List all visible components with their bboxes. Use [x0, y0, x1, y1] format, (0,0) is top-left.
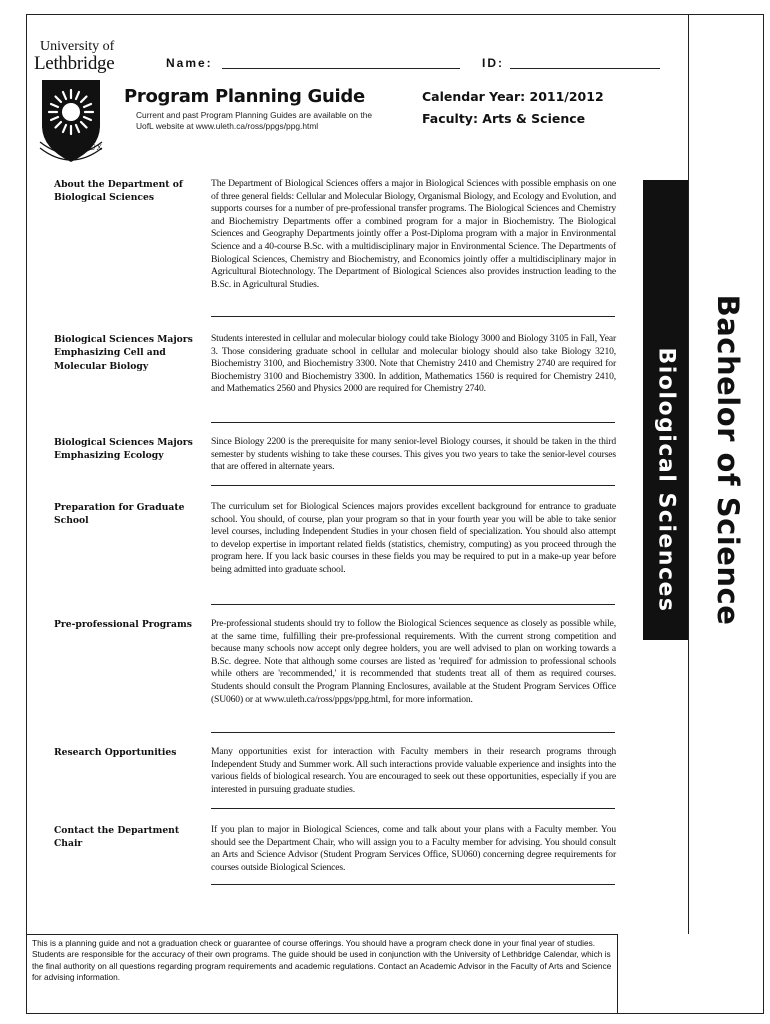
- section-heading: About the Department of Biological Sciences: [54, 179, 183, 204]
- section-body: Many opportunities exist for interaction with Faculty members in their research programs through Independent Study and Summer work. All such interactions provide valuable experience and insights into the various fields of biological research. You are encouraged to seek out these opportunities, especially if you are interested in pursuing graduate studies.: [211, 746, 616, 795]
- id-input-line[interactable]: [510, 68, 660, 69]
- section-divider: [211, 316, 615, 317]
- faculty: Faculty: Arts & Science: [422, 111, 586, 126]
- page-title: Program Planning Guide: [124, 86, 365, 107]
- right-divider: [688, 14, 689, 934]
- section-body: Students interested in cellular and molecular biology could take Biology 3000 and Biology 3105 in Fall, Year 3. Those considering graduate school in cellular and molecular biology should also take Biology 3210, Biochemistry 3100, and Biochemistry 3300. Note that Chemistry 2410 and Chemistry 2740 are required for Biochemistry 3100 and Biochemistry 3300. In addition, Mathematics 1560 is required for Chemistry 2410, and Mathematics 2560 and Physics 2000 are required for Chemistry 2740.: [211, 333, 616, 395]
- name-input-line[interactable]: [222, 68, 460, 69]
- id-label: ID:: [482, 56, 504, 70]
- section-divider: [211, 485, 615, 486]
- section-heading: Biological Sciences Majors Emphasizing Cell and Molecular Biology: [54, 334, 193, 372]
- section-divider: [211, 422, 615, 423]
- section-divider: [211, 732, 615, 733]
- section-heading: Contact the Department Chair: [54, 825, 180, 850]
- section-heading: Preparation for Graduate School: [54, 502, 185, 527]
- section-body: Pre-professional students should try to follow the Biological Sciences sequence as closely as possible while, at the same time, fulfilling their pre-professional requirements. With the current strong competition and because many schools now accept only degree holders, you are well advised to plan on working towards a B.Sc. degree. Note that although some courses are listed as 'required' for admission to professional schools while others are 'recommended,' it is recommended that students treat all of them as required courses. Students should consult the Program Planning Enclosures, available at the Student Program Services Office (SU060) or at www.uleth.ca/ross/ppgs/ppg.html, for more information.: [211, 618, 616, 705]
- section-heading: Biological Sciences Majors Emphasizing Ecology: [54, 437, 193, 462]
- calendar-year: Calendar Year: 2011/2012: [422, 89, 604, 104]
- section-body: Since Biology 2200 is the prerequisite for many senior-level Biology courses, it should be taken in the third semester by students wishing to take these courses. This gives you two years to take the senior-level courses that are offered in alternate years.: [211, 436, 616, 473]
- name-label: Name:: [166, 56, 213, 70]
- disclaimer-box: This is a planning guide and not a graduation check or guarantee of course offerings. You should have a program check done in your final year of studies. Students are responsible for the accuracy of their own programs. The guide should be used in conjunction with the University of Lethbridge Calendar, which is the final authority on all questions regarding program requirements and academic regulations. Contact an Academic Advisor in the Faculty of Arts and Science for advising information.: [26, 934, 618, 1014]
- section-heading: Pre-professional Programs: [54, 619, 192, 630]
- logo-motto: FIAT LUX: [60, 143, 104, 152]
- logo-name-text: Lethbridge: [34, 53, 115, 74]
- section-divider: [211, 604, 615, 605]
- logo-university-text: University of: [40, 39, 115, 54]
- sun-crest-icon: [38, 76, 104, 168]
- section-divider: [211, 884, 615, 885]
- program-subtitle: Biological Sciences: [653, 347, 679, 613]
- section-body: If you plan to major in Biological Sciences, come and talk about your plans with a Faculty member. You should see the Department Chair, who will assign you to a Faculty member for advising. You should consult an Arts and Science Advisor (Student Program Services Office, SU060) concerning degree requirements for courses outside Biological Sciences.: [211, 824, 616, 873]
- degree-title: Bachelor of Science: [711, 294, 745, 626]
- section-body: The curriculum set for Biological Sciences majors provides excellent background for entrance to graduate school. You should, of course, plan your program so that in your fourth year you will be able to take senior level courses, including Independent Studies in your chosen field of specialization. You should also attempt to develop expertise in important related fields (statistics, chemistry, computing) as you proceed through the program here. If you lack basic courses in these fields you may be required to put in a make-up year before being admitted into graduate school.: [211, 501, 616, 575]
- section-body: The Department of Biological Sciences offers a major in Biological Sciences with possible emphasis on one of three general fields: Cellular and Molecular Biology, Organismal Biology, and Ecology and Evolution, and supports courses for a number of pre-professional transfer programs. The Biological Sciences and Chemistry and Biochemistry Departments offer a combined program for a major in Biochemistry. The Biological Sciences and Geography Departments jointly offer a Post-Diploma program with a major in Environmental Science and a 40-course B.Sc. with a multidisciplinary major in Environmental Science. The Departments of Biological Sciences, Chemistry and Biochemistry, and Economics jointly offer a multidisciplinary major in Agricultural Biotechnology. The Department of Biological Sciences also provides instruction leading to the B.Sc. in Agricultural Studies.: [211, 178, 616, 290]
- guide-availability-note: Current and past Program Planning Guides are available on the UofL website at www.uleth.ca/ross/ppgs/ppg.html: [136, 110, 373, 131]
- section-heading: Research Opportunities: [54, 747, 177, 758]
- section-divider: [211, 808, 615, 809]
